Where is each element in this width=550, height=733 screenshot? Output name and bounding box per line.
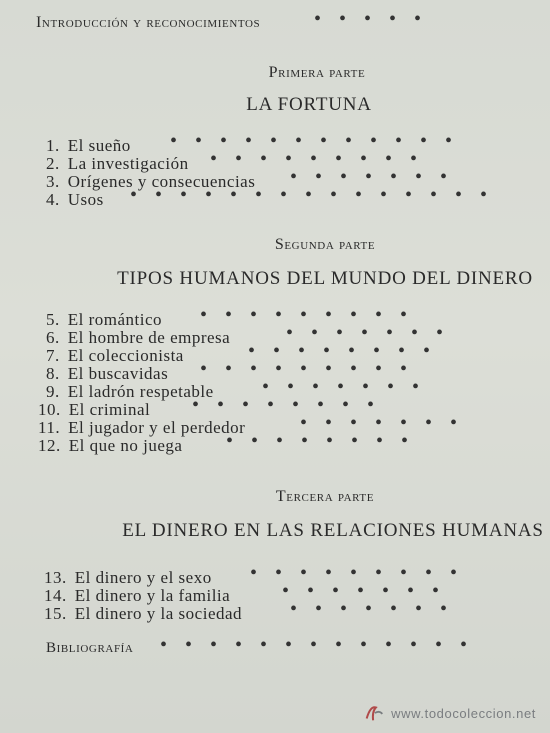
list-item: 8. El buscavidas xyxy=(46,364,169,383)
list-item: 5. El romántico xyxy=(46,310,163,329)
part-label: Primera parte xyxy=(268,64,366,81)
part-title: EL DINERO EN LAS RELACIONES HUMANAS xyxy=(122,520,544,541)
leader-dots: ••••• xyxy=(314,8,440,30)
leader-dots: ••••••••• xyxy=(250,562,476,584)
watermark: www.todocoleccion.net xyxy=(363,702,536,724)
leader-dots: ••••••••• xyxy=(200,304,426,326)
leader-dots: ••••••• xyxy=(282,580,458,602)
leader-dots: ••••••• xyxy=(286,322,462,344)
leader-dots: ••••••• xyxy=(290,166,466,188)
leader-dots: ••••••••••••••• xyxy=(130,184,506,206)
part-title: LA FORTUNA xyxy=(246,94,372,115)
part-title: TIPOS HUMANOS DEL MUNDO DEL DINERO xyxy=(117,268,533,289)
list-item: 13. El dinero y el sexo xyxy=(44,568,212,587)
list-item: 6. El hombre de empresa xyxy=(46,328,231,347)
leader-dots: •••••••• xyxy=(248,340,449,362)
list-item: 7. El coleccionista xyxy=(46,346,184,365)
leader-dots: ••••••••• xyxy=(200,358,426,380)
list-item: 3. Orígenes y consecuencias xyxy=(46,172,256,191)
leader-dots: ••••••• xyxy=(290,598,466,620)
list-item: 4. Usos xyxy=(46,190,104,209)
leader-dots: ••••••••••••• xyxy=(160,634,486,656)
part-label: Segunda parte xyxy=(274,236,376,253)
todocoleccion-logo-icon xyxy=(363,702,385,724)
list-item: 12. El que no juega xyxy=(38,436,183,455)
intro-entry: Introducción y reconocimientos xyxy=(36,14,261,31)
list-item: 10. El criminal xyxy=(38,400,151,419)
list-item: 14. El dinero y la familia xyxy=(44,586,231,605)
bibliography-entry: Bibliografía xyxy=(46,640,134,656)
leader-dots: ••••••••• xyxy=(210,148,436,170)
leader-dots: •••••••• xyxy=(226,430,427,452)
list-item: 15. El dinero y la sociedad xyxy=(44,604,243,623)
leader-dots: ••••••• xyxy=(262,376,438,398)
leader-dots: •••••••• xyxy=(192,394,393,416)
list-item: 9. El ladrón respetable xyxy=(46,382,214,401)
list-item: 1. El sueño xyxy=(46,136,131,155)
part-label: Tercera parte xyxy=(275,488,375,505)
list-item: 2. La investigación xyxy=(46,154,189,173)
leader-dots: ••••••• xyxy=(300,412,476,434)
list-item: 11. El jugador y el perdedor xyxy=(38,418,246,437)
leader-dots: •••••••••••• xyxy=(170,130,471,152)
